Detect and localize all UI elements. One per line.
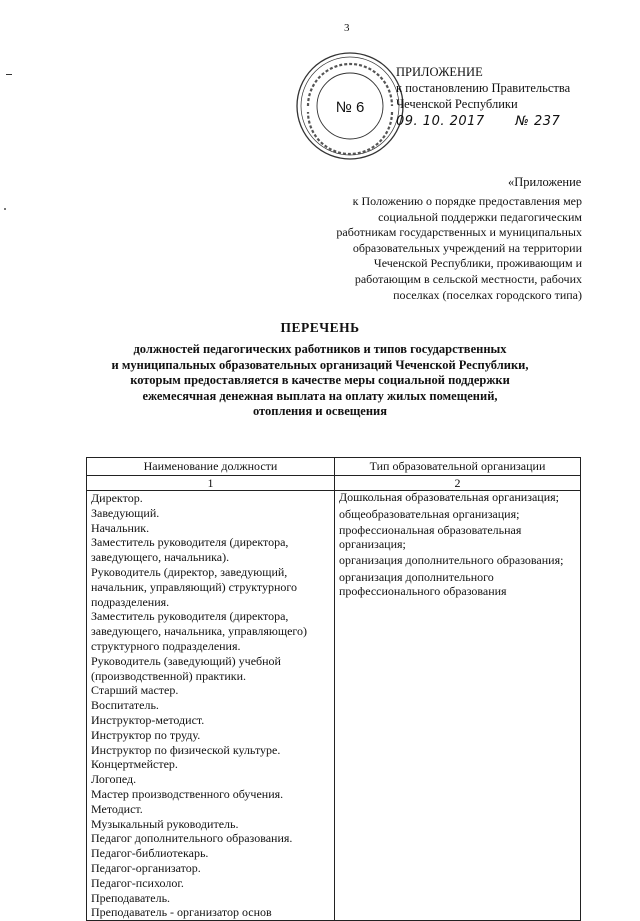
- scan-mark: [6, 74, 12, 75]
- header-organization-type: Тип образовательной организации: [335, 458, 581, 476]
- subtitle-line: и муниципальных образовательных организаций Чеченской Республики,: [111, 357, 529, 372]
- list-item: Педагог-библиотекарь.: [91, 846, 209, 861]
- subtitle-line: ежемесячная денежная выплата на оплату жилых помещений,: [142, 388, 498, 403]
- table-header-row: [87, 458, 581, 476]
- list-item: Заведующий.: [91, 505, 160, 520]
- list-item: организация дополнительного образования;: [339, 553, 564, 568]
- list-item: начальник, управляющий) структурного: [91, 579, 298, 594]
- column-number: 2: [335, 476, 581, 491]
- list-item: организация дополнительного профессионального образования: [339, 569, 507, 598]
- column-number-row: [87, 476, 581, 491]
- appendix-republic-line: Чеченской Республики: [396, 97, 518, 111]
- official-seal-stamp: [294, 50, 406, 162]
- list-item: Методист.: [91, 801, 143, 816]
- list-item: Логопед.: [91, 772, 137, 787]
- list-item: Руководитель (заведующий) учебной: [91, 653, 281, 668]
- positions-cell: [87, 491, 335, 921]
- list-item: подразделения.: [91, 594, 170, 609]
- list-item: Директор.: [91, 491, 143, 505]
- annex-line: социальной поддержки педагогическим: [378, 209, 582, 224]
- annex-line: к Положению о порядке предоставления мер: [352, 194, 582, 208]
- annex-line: образовательных учреждений на территории: [352, 240, 582, 255]
- annex-line: работникам государственных и муниципальных: [336, 225, 582, 240]
- list-item: (производственной) практики.: [91, 668, 247, 683]
- positions-table: [86, 457, 581, 921]
- list-item: общеобразовательная организация;: [339, 506, 520, 521]
- appendix-number: № 237: [515, 114, 561, 129]
- annex-line: поселках (поселках городского типа): [393, 287, 582, 302]
- subtitle-line: должностей педагогических работников и типов государственных: [133, 342, 507, 356]
- list-item: Начальник.: [91, 520, 150, 535]
- list-item: заведующего, начальника).: [91, 550, 230, 565]
- list-item: Инструктор по физической культуре.: [91, 742, 281, 757]
- list-item: Педагог дополнительного образования.: [91, 831, 293, 846]
- annex-line: Чеченской Республики, проживающим и: [373, 256, 582, 271]
- positions-list: [91, 491, 330, 920]
- appendix-title: ПРИЛОЖЕНИЕ: [396, 65, 483, 79]
- annex-line: работающим в сельской местности, рабочих: [354, 271, 582, 286]
- list-item: Педагог-психолог.: [91, 875, 184, 890]
- appendix-date-line: [396, 114, 596, 130]
- list-item: Инструктор-методист.: [91, 712, 205, 727]
- page-number: 3: [344, 22, 350, 34]
- list-item: Дошкольная образовательная организация;: [339, 490, 559, 504]
- list-item: Музыкальный руководитель.: [91, 816, 239, 831]
- appendix-date: 09. 10. 2017: [396, 114, 485, 129]
- appendix-decree-line: к постановлению Правительства: [396, 81, 571, 95]
- annex-label: «Приложение: [508, 175, 582, 189]
- list-item: заведующего, начальника, управляющего): [91, 624, 308, 639]
- table-row: [87, 491, 581, 921]
- list-item: Педагог-организатор.: [91, 860, 201, 875]
- list-item: Старший мастер.: [91, 683, 179, 698]
- list-item: Воспитатель.: [91, 698, 159, 713]
- list-item: Мастер производственного обучения.: [91, 786, 284, 801]
- list-item: Руководитель (директор, заведующий,: [91, 564, 288, 579]
- document-title: ПЕРЕЧЕНЬ: [280, 320, 360, 335]
- document-subtitle: [80, 342, 560, 420]
- appendix-header: [396, 64, 596, 130]
- subtitle-line: отопления и освещения: [252, 404, 388, 418]
- scan-dot: [4, 208, 6, 210]
- list-item: Заместитель руководителя (директора,: [91, 535, 289, 550]
- column-number: 1: [87, 476, 335, 491]
- list-item: Инструктор по труду.: [91, 727, 201, 742]
- list-item: Концертмейстер.: [91, 757, 178, 772]
- annex-description: [320, 194, 582, 303]
- header-position: Наименование должности: [87, 458, 335, 476]
- list-item: профессиональная образовательная организация;: [339, 523, 522, 551]
- organizations-cell: [335, 491, 581, 921]
- list-item: Преподаватель - организатор основ: [91, 905, 272, 920]
- seal-number: № 6: [335, 99, 365, 116]
- list-item: Преподаватель.: [91, 890, 171, 905]
- list-item: структурного подразделения.: [91, 638, 241, 653]
- organizations-list: [339, 491, 576, 598]
- list-item: Заместитель руководителя (директора,: [91, 609, 289, 624]
- subtitle-line: которым предоставляется в качестве меры социальной поддержки: [130, 373, 510, 387]
